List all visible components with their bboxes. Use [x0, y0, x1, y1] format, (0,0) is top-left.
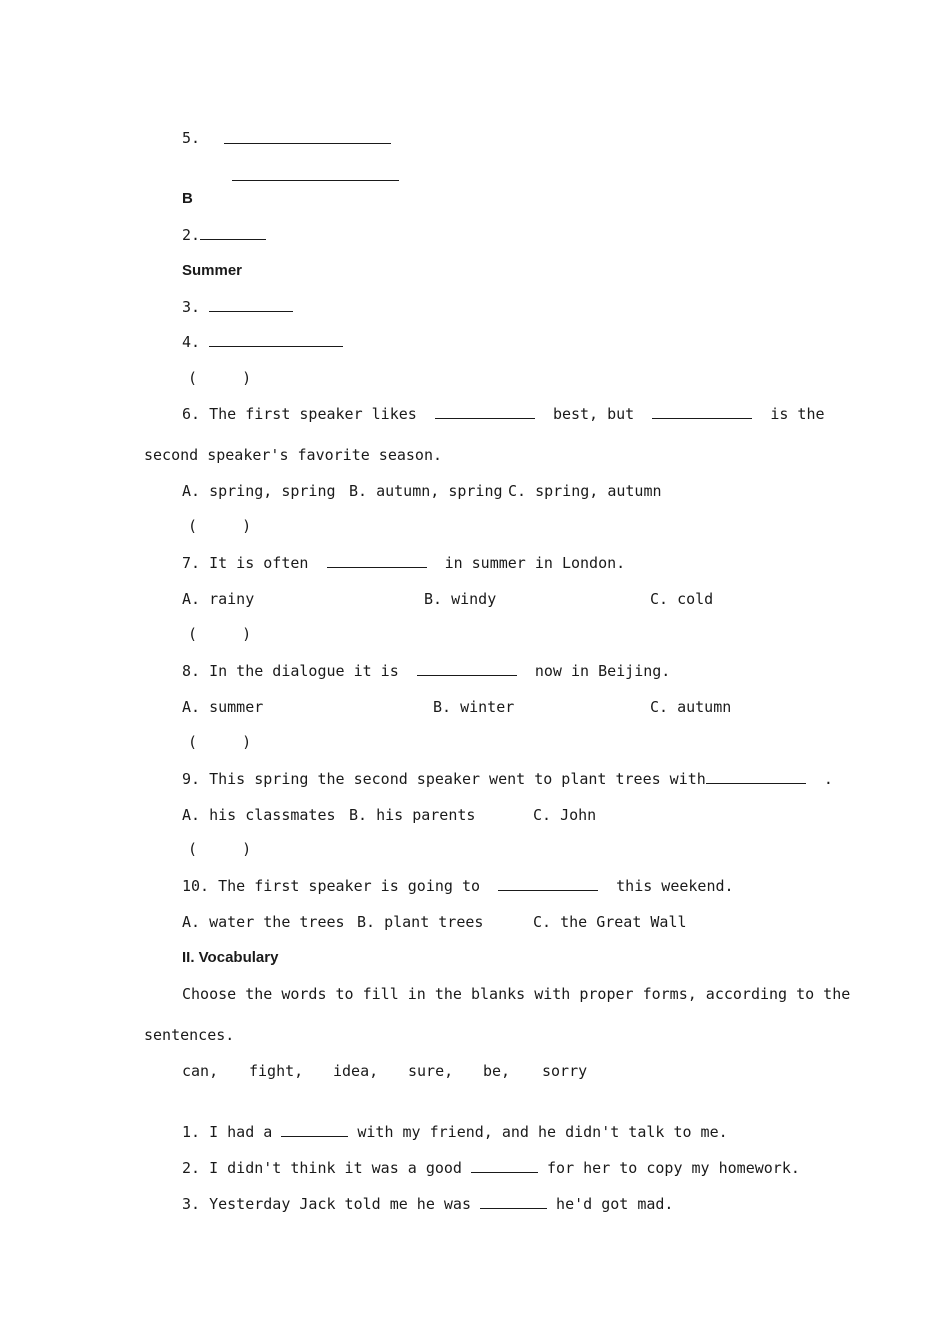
answer-blank-10[interactable]: [498, 876, 598, 891]
option-10a: A. water the trees: [182, 913, 345, 931]
option-8c: C. autumn: [650, 698, 732, 716]
vocab-sentence-3: [182, 1194, 673, 1214]
answer-blank-9[interactable]: [706, 769, 806, 784]
answer-bracket-8[interactable]: ( ): [188, 625, 252, 643]
vocabulary-heading: II. Vocabulary: [182, 949, 279, 966]
summer-heading: Summer: [182, 262, 243, 279]
option-7b: B. windy: [424, 590, 497, 608]
question-6-continued: second speaker's favorite season.: [144, 446, 443, 464]
answer-bracket-6[interactable]: ( ): [188, 369, 252, 387]
option-9b: B. his parents: [349, 806, 476, 824]
word-bank-be: be,: [483, 1062, 511, 1080]
option-6c: C. spring, autumn: [508, 482, 662, 500]
section-b-heading: B: [182, 190, 193, 207]
option-6a: A. spring, spring: [182, 482, 336, 500]
word-bank-can: can,: [182, 1062, 219, 1080]
question-7-text-a: 7. It is often: [182, 554, 309, 572]
answer-blank-8[interactable]: [417, 661, 517, 676]
answer-bracket-9[interactable]: ( ): [188, 733, 252, 751]
answer-blank-b4[interactable]: [209, 332, 343, 347]
answer-line-5b[interactable]: [232, 180, 399, 181]
question-6-text-b: best, but: [552, 405, 635, 423]
option-10b: B. plant trees: [357, 913, 484, 931]
question-9: [182, 769, 833, 789]
answer-blank-6b[interactable]: [652, 404, 752, 419]
question-10-text-a: 10. The first speaker is going to: [182, 877, 481, 895]
option-7a: A. rainy: [182, 590, 255, 608]
option-9c: C. John: [533, 806, 597, 824]
question-9-text-a: 9. This spring the second speaker went to plant trees with: [182, 770, 706, 788]
word-bank-sure: sure,: [408, 1062, 454, 1080]
vocab-sentence-3-text-b: he'd got mad.: [556, 1195, 674, 1213]
option-6b: B. autumn, spring: [349, 482, 503, 500]
question-b4-number: 4.: [182, 333, 201, 351]
answer-blank-b3[interactable]: [209, 297, 293, 312]
vocab-sentence-3-text-a: 3. Yesterday Jack told me he was: [182, 1195, 471, 1213]
option-10c: C. the Great Wall: [533, 913, 687, 931]
question-5-number: 5.: [182, 129, 201, 147]
vocab-sentence-1-text-b: with my friend, and he didn't talk to me.: [357, 1123, 728, 1141]
word-bank-sorry: sorry: [542, 1062, 588, 1080]
question-b3: [182, 297, 293, 317]
question-b4: [182, 332, 343, 352]
question-6: [182, 404, 825, 424]
question-6-text-a: 6. The first speaker likes: [182, 405, 417, 423]
answer-blank-b2[interactable]: [200, 225, 266, 240]
vocab-sentence-1-text-a: 1. I had a: [182, 1123, 273, 1141]
question-7-text-b: in summer in London.: [444, 554, 626, 572]
answer-line-5a[interactable]: [224, 143, 391, 144]
option-8a: A. summer: [182, 698, 264, 716]
vocab-blank-3[interactable]: [480, 1194, 547, 1209]
option-7c: C. cold: [650, 590, 714, 608]
vocab-blank-1[interactable]: [281, 1122, 348, 1137]
question-10-text-b: this weekend.: [616, 877, 734, 895]
question-9-text-b: .: [823, 770, 833, 788]
vocabulary-instruction: Choose the words to fill in the blanks with proper forms, according to the: [182, 985, 851, 1003]
vocab-sentence-2-text-a: 2. I didn't think it was a good: [182, 1159, 462, 1177]
vocabulary-instruction-cont: sentences.: [144, 1026, 235, 1044]
question-b2: [182, 225, 266, 245]
vocab-sentence-2: [182, 1158, 800, 1178]
answer-bracket-10[interactable]: ( ): [188, 840, 252, 858]
vocab-blank-2[interactable]: [471, 1158, 538, 1173]
vocab-sentence-2-text-b: for her to copy my homework.: [547, 1159, 800, 1177]
vocab-sentence-1: [182, 1122, 728, 1142]
answer-blank-7[interactable]: [327, 553, 427, 568]
option-9a: A. his classmates: [182, 806, 336, 824]
question-8: [182, 661, 670, 681]
answer-blank-6a[interactable]: [435, 404, 535, 419]
question-10: [182, 876, 734, 896]
question-8-text-a: 8. In the dialogue it is: [182, 662, 399, 680]
question-8-text-b: now in Beijing.: [534, 662, 671, 680]
question-b3-number: 3.: [182, 298, 201, 316]
option-8b: B. winter: [433, 698, 515, 716]
question-7: [182, 553, 625, 573]
question-6-text-c: is the: [770, 405, 825, 423]
answer-bracket-7[interactable]: ( ): [188, 517, 252, 535]
word-bank-idea: idea,: [333, 1062, 379, 1080]
word-bank-fight: fight,: [249, 1062, 304, 1080]
question-b2-number: 2.: [182, 226, 201, 244]
